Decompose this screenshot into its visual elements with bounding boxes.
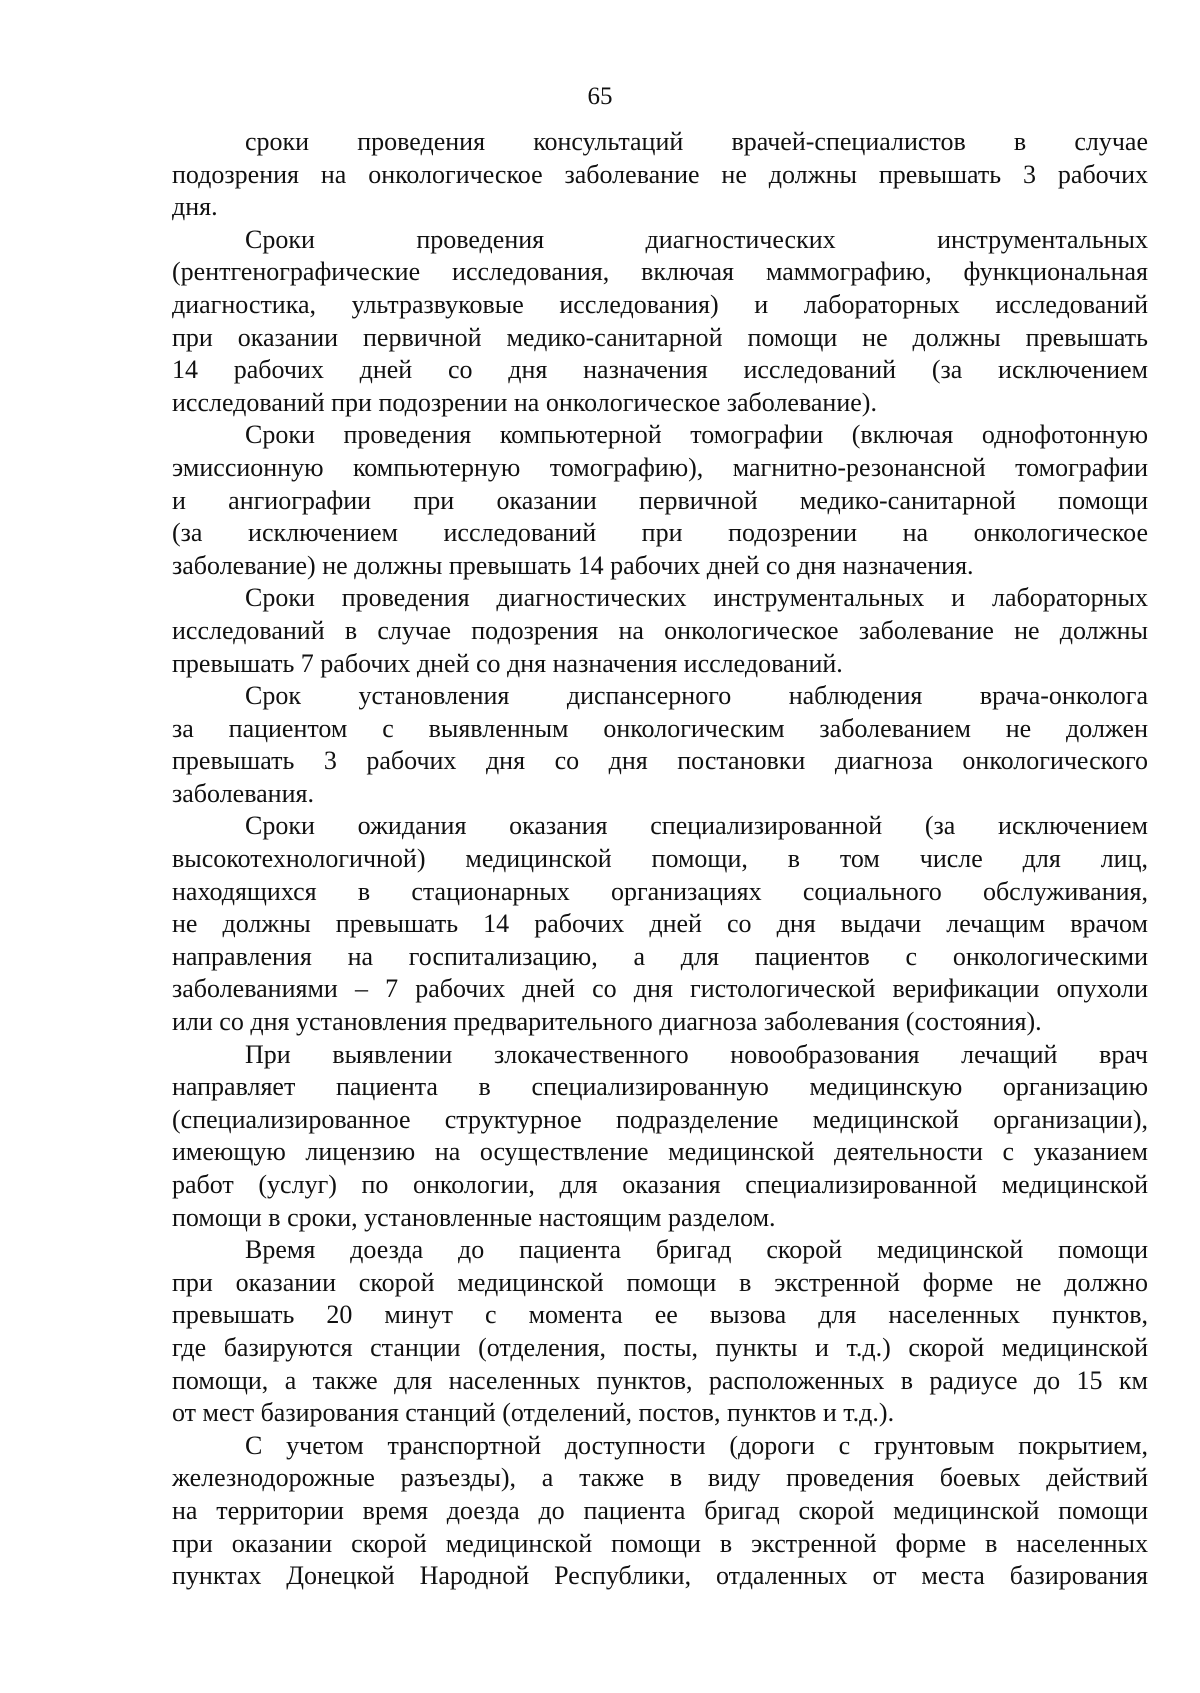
text-line: на территории время доезда до пациента бригад скорой медицинской помощи	[172, 1495, 1148, 1525]
paragraph	[172, 419, 1148, 582]
paragraph	[172, 1430, 1148, 1593]
text-line: исследований в случае подозрения на онкологическое заболевание не должны	[172, 615, 1148, 645]
text-line: Срок установления диспансерного наблюдения врача-онколога	[245, 681, 1148, 711]
text-line: (рентгенографические исследования, включая маммографию, функциональная	[172, 257, 1148, 287]
text-line: (за исключением исследований при подозрении на онкологическое	[172, 518, 1148, 548]
text-line: находящихся в стационарных организациях социального обслуживания,	[172, 876, 1148, 906]
text-line: Время доезда до пациента бригад скорой медицинской помощи	[245, 1235, 1148, 1265]
paragraph	[172, 1039, 1148, 1235]
text-line: 14 рабочих дней со дня назначения исследований (за исключением	[172, 355, 1148, 385]
text-line: эмиссионную компьютерную томографию), магнитно-резонансной томографии	[172, 452, 1148, 482]
text-line: высокотехнологичной) медицинской помощи, в том числе для лиц,	[172, 844, 1148, 874]
text-line: Сроки проведения диагностических инструментальных	[245, 224, 1148, 254]
text-line: пунктах Донецкой Народной Республики, отдаленных от места базирования	[172, 1561, 1148, 1591]
text-line: Сроки проведения компьютерной томографии (включая однофотонную	[245, 420, 1148, 450]
text-line: не должны превышать 14 рабочих дней со дня выдачи лечащим врачом	[172, 909, 1148, 939]
text-line: при оказании скорой медицинской помощи в экстренной форме не должно	[172, 1267, 1148, 1297]
paragraph	[172, 810, 1148, 1038]
text-line: помощи, а также для населенных пунктов, расположенных в радиусе до 15 км	[172, 1365, 1148, 1395]
paragraph	[172, 1234, 1148, 1430]
text-line: заболеваниями – 7 рабочих дней со дня гистологической верификации опухоли	[172, 974, 1148, 1004]
paragraph	[172, 224, 1148, 420]
text-line: превышать 20 минут с момента ее вызова для населенных пунктов,	[172, 1300, 1148, 1330]
text-line: при оказании скорой медицинской помощи в экстренной форме в населенных	[172, 1528, 1148, 1558]
text-line: заболевание) не должны превышать 14 рабочих дней со дня назначения.	[172, 550, 974, 580]
text-line: заболевания.	[172, 778, 314, 808]
text-line: дня.	[172, 192, 218, 222]
text-line: направляет пациента в специализированную медицинскую организацию	[172, 1072, 1148, 1102]
text-line: При выявлении злокачественного новообразования лечащий врач	[245, 1039, 1148, 1069]
text-line: помощи в сроки, установленные настоящим разделом.	[172, 1202, 776, 1232]
text-line: при оказании первичной медико-санитарной помощи не должны превышать	[172, 322, 1148, 352]
text-line: диагностика, ультразвуковые исследования) и лабораторных исследований	[172, 289, 1148, 319]
text-line: работ (услуг) по онкологии, для оказания специализированной медицинской	[172, 1170, 1148, 1199]
paragraph	[172, 126, 1148, 224]
text-line: С учетом транспортной доступности (дороги с грунтовым покрытием,	[245, 1430, 1148, 1460]
text-line: подозрения на онкологическое заболевание не должны превышать 3 рабочих	[172, 159, 1148, 189]
text-line: превышать 7 рабочих дней со дня назначения исследований.	[172, 648, 843, 678]
text-line: железнодорожные разъезды), а также в виду проведения боевых действий	[172, 1463, 1148, 1493]
text-line: Сроки проведения диагностических инструментальных и лабораторных	[245, 583, 1148, 613]
text-line: превышать 3 рабочих дня со дня постановки диагноза онкологического	[172, 746, 1148, 776]
text-line: Сроки ожидания оказания специализированной (за исключением	[245, 811, 1148, 841]
text-line: и ангиографии при оказании первичной медико-санитарной помощи	[172, 485, 1148, 515]
text-line: за пациентом с выявленным онкологическим заболеванием не должен	[172, 713, 1148, 743]
page-number: 65	[587, 83, 613, 110]
text-line: сроки проведения консультаций врачей-специалистов в случае	[245, 127, 1148, 156]
text-line: или со дня установления предварительного диагноза заболевания (состояния).	[172, 1007, 1042, 1037]
text-line: (специализированное структурное подразделение медицинской организации),	[172, 1104, 1148, 1134]
text-line: от мест базирования станций (отделений, постов, пунктов и т.д.).	[172, 1398, 895, 1428]
paragraph	[172, 680, 1148, 810]
text-line: исследований при подозрении на онкологическое заболевание).	[172, 387, 877, 417]
text-line: направления на госпитализацию, а для пациентов с онкологическими	[172, 941, 1148, 971]
text-line: где базируются станции (отделения, посты, пункты и т.д.) скорой медицинской	[172, 1332, 1148, 1362]
document-body	[172, 126, 1148, 1593]
paragraph	[172, 582, 1148, 680]
text-line: имеющую лицензию на осуществление медицинской деятельности с указанием	[172, 1137, 1148, 1167]
